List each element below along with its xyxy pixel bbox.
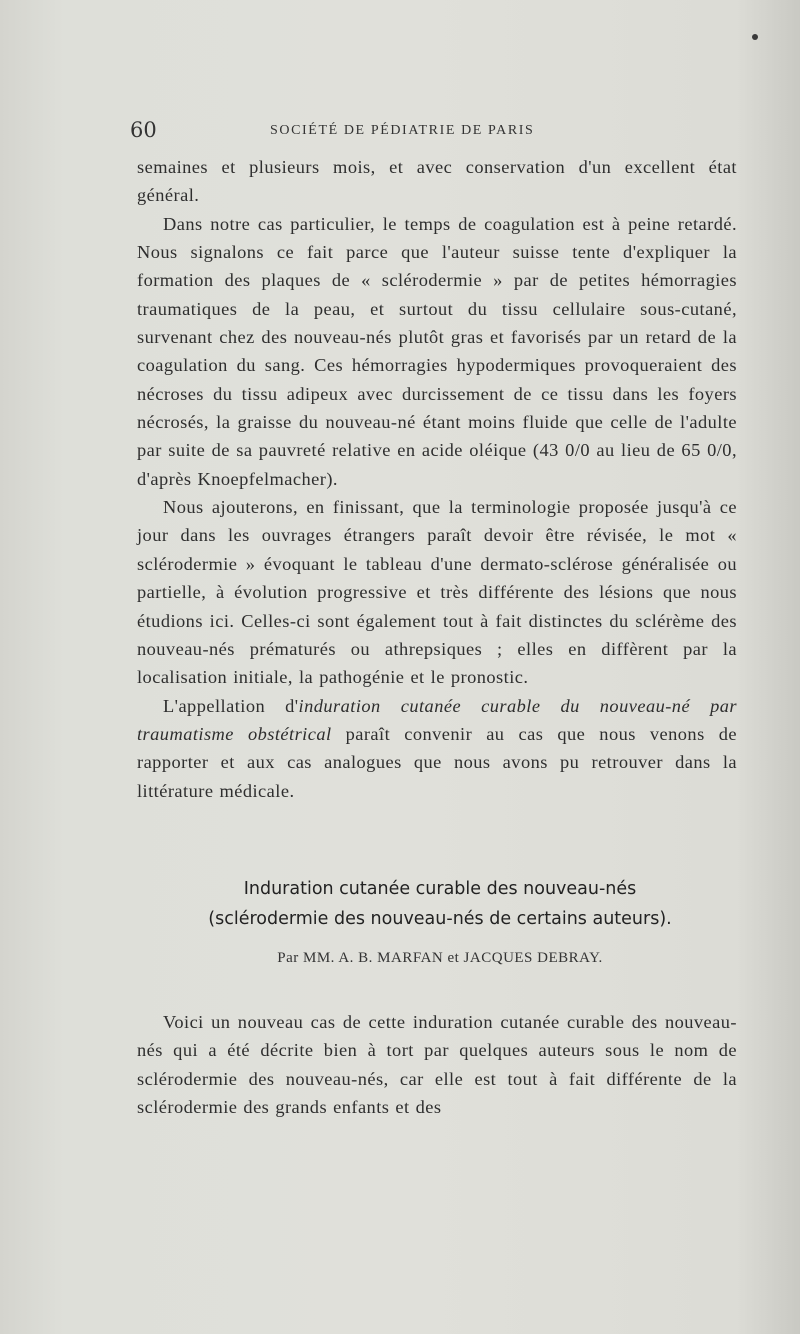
body-text xyxy=(137,153,737,805)
italic-phrase: induration cutanée curable du nouveau-né par traumatisme obstétrical xyxy=(137,695,737,744)
journal-title: SOCIÉTÉ DE PÉDIATRIE DE PARIS xyxy=(270,123,535,138)
article-paragraph: Voici un nouveau cas de cette induration cutanée curable des nouveau-nés qui a été décrite bien à tort par quelques auteurs sous le nom de sclérodermie des nouveau-nés, car elle est tout à fait différente de la sclérodermie des grands enfants et des xyxy=(137,1012,737,1118)
article-authors: Par MM. A. B. MARFAN et JACQUES DEBRAY. xyxy=(277,950,603,966)
text-segment: semaines et plusieurs mois, et avec conservation d'un excellent état général. xyxy=(137,157,737,206)
text-segment: paraît convenir au cas que nous venons de rapporter et aux cas analogues que nous avons pu retrouver dans la littérature médicale. xyxy=(137,723,737,801)
body-paragraph xyxy=(137,210,737,493)
article-body xyxy=(137,1008,737,1121)
article-title-line-2: (sclérodermie des nouveau-nés de certains auteurs). xyxy=(208,909,672,929)
running-head xyxy=(130,118,742,146)
body-paragraph xyxy=(137,153,737,210)
body-paragraph xyxy=(137,692,737,805)
article-title-line-1: Induration cutanée curable des nouveau-nés xyxy=(243,879,637,899)
body-paragraph xyxy=(137,493,737,691)
text-segment: L'appellation d' xyxy=(163,695,299,716)
ink-spot xyxy=(752,34,758,40)
text-segment: Dans notre cas particulier, le temps de coagulation est à peine retardé. Nous signalons ce fait parce que l'auteur suisse tente d'expliquer la formation des plaques de « sclérodermie » par de petites hémorragies traumatiques de la peau, et surtout du tissu cellulaire sous-cutané, survenant chez des nouveau-nés plutôt gras et favorisés par un retard de la coagulation du sang. Ces hémorragies hypodermiques provoqueraient des nécroses du tissu adipeux avec durcissement de ce tissu dans les foyers nécrosés, la graisse du nouveau-né étant moins fluide que celle de l'adulte par suite de sa pauvreté relative en acide oléique (43 0/0 au lieu de 65 0/0, d'après Knoepfelmacher). xyxy=(137,213,737,489)
text-segment: Nous ajouterons, en finissant, que la terminologie proposée jusqu'à ce jour dans les ouvrages étrangers paraît devoir être révisée, le mot « sclérodermie » évoquant le tableau d'une dermato-sclérose généralisée ou partielle, à évolution progressive et très différente des lésions que nous étudions ici. Celles-ci sont également tout à fait distinctes du sclérème des nouveau-nés prématurés ou athrepsiques ; elles en diffèrent par la localisation initiale, la pathogénie et le pronostic. xyxy=(137,497,737,688)
page-number: 60 xyxy=(130,118,157,142)
